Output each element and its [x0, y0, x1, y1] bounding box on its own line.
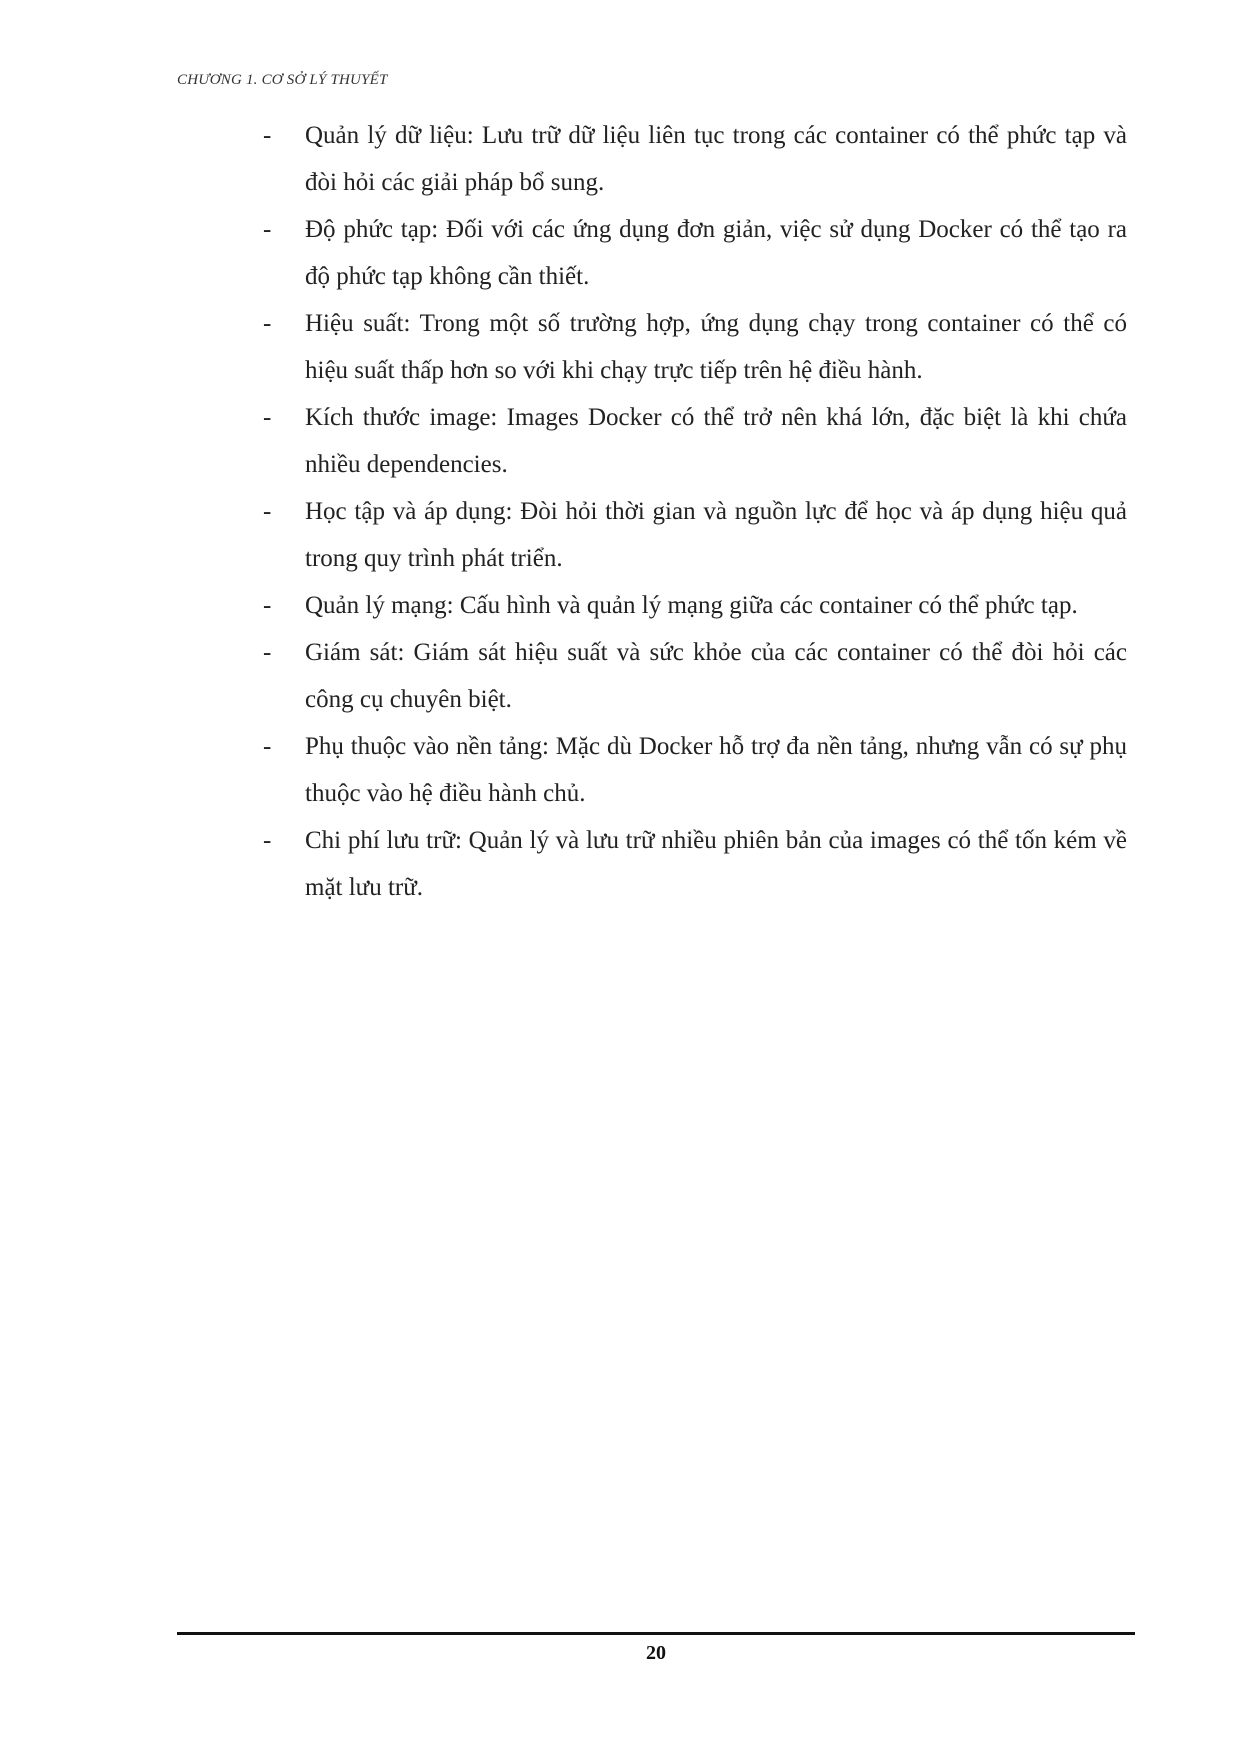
list-item-text: Chi phí lưu trữ: Quản lý và lưu trữ nhiều phiên bản của images có thể tốn kém về mặt lưu trữ. — [305, 827, 1127, 901]
list-item — [263, 394, 1127, 488]
list-item-text: Hiệu suất: Trong một số trường hợp, ứng dụng chạy trong container có thể có hiệu suất thấp hơn so với khi chạy trực tiếp trên hệ điều hành. — [305, 310, 1127, 384]
list-item — [263, 582, 1127, 629]
bullet-dash: - — [263, 310, 272, 337]
list-item — [263, 817, 1127, 911]
list-item — [263, 206, 1127, 300]
bullet-list — [263, 112, 1127, 911]
list-item-text: Phụ thuộc vào nền tảng: Mặc dù Docker hỗ trợ đa nền tảng, nhưng vẫn có sự phụ thuộc vào hệ điều hành chủ. — [305, 733, 1127, 807]
bullet-dash: - — [263, 733, 272, 760]
page-number: 20 — [646, 1642, 666, 1664]
list-item — [263, 488, 1127, 582]
bullet-dash: - — [263, 122, 272, 149]
list-item — [263, 723, 1127, 817]
list-item — [263, 300, 1127, 394]
list-item — [263, 112, 1127, 206]
list-item-text: Giám sát: Giám sát hiệu suất và sức khỏe của các container có thể đòi hỏi các công cụ chuyên biệt. — [305, 639, 1127, 713]
bullet-dash: - — [263, 827, 272, 854]
bullet-dash: - — [263, 592, 272, 619]
list-item-text: Kích thước image: Images Docker có thể trở nên khá lớn, đặc biệt là khi chứa nhiều dependencies. — [305, 404, 1127, 478]
list-item-text: Quản lý dữ liệu: Lưu trữ dữ liệu liên tục trong các container có thể phức tạp và đòi hỏi các giải pháp bổ sung. — [305, 122, 1127, 196]
running-header: CHƯƠNG 1. CƠ SỞ LÝ THUYẾT — [177, 72, 388, 88]
bullet-dash: - — [263, 498, 272, 525]
page-body — [263, 112, 1127, 911]
bullet-dash: - — [263, 639, 272, 666]
list-item-text: Độ phức tạp: Đối với các ứng dụng đơn giản, việc sử dụng Docker có thể tạo ra độ phức tạp không cần thiết. — [305, 216, 1127, 290]
list-item-text: Quản lý mạng: Cấu hình và quản lý mạng giữa các container có thể phức tạp. — [305, 592, 1078, 619]
list-item — [263, 629, 1127, 723]
bullet-dash: - — [263, 216, 272, 243]
footer-divider — [177, 1632, 1135, 1635]
list-item-text: Học tập và áp dụng: Đòi hỏi thời gian và nguồn lực để học và áp dụng hiệu quả trong quy trình phát triển. — [305, 498, 1127, 572]
bullet-dash: - — [263, 404, 272, 431]
